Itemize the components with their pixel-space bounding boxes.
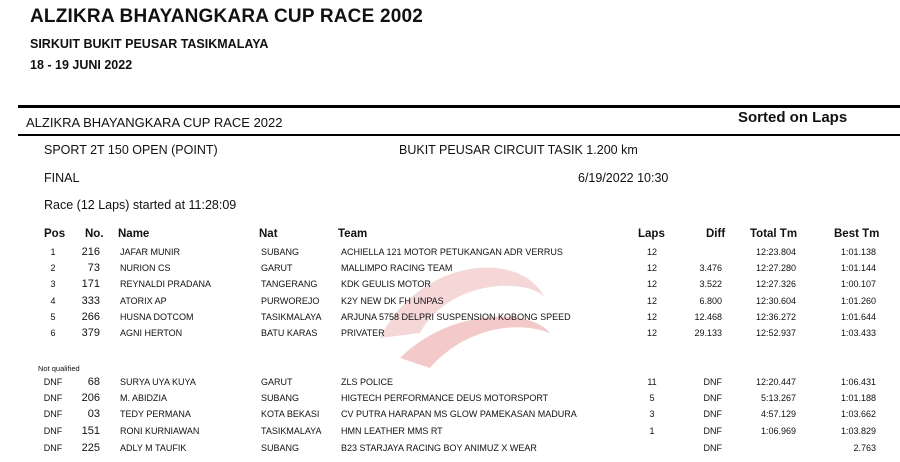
cell-best: 1:01.260 xyxy=(840,296,876,306)
cell-team: B23 STARJAYA RACING BOY ANIMUZ X WEAR xyxy=(341,443,537,453)
cell-diff: DNF xyxy=(703,393,722,403)
cell-total: 5:13.267 xyxy=(760,393,796,403)
cell-nat: SUBANG xyxy=(261,443,300,453)
table-row xyxy=(0,328,900,344)
cell-diff: 12.468 xyxy=(694,312,722,322)
cell-laps: 12 xyxy=(646,296,657,306)
cell-name: REYNALDI PRADANA xyxy=(120,279,212,289)
cell-no: 03 xyxy=(87,408,100,420)
cell-best: 1:03.662 xyxy=(840,409,876,419)
cell-team: PRIVATER xyxy=(341,328,385,338)
cell-pos: DNF xyxy=(43,393,63,403)
cell-no: 171 xyxy=(81,278,100,290)
col-header-diff: Diff xyxy=(706,228,726,240)
cell-nat: SUBANG xyxy=(261,247,300,257)
cell-no: 206 xyxy=(81,392,100,404)
cell-nat: GARUT xyxy=(261,263,293,273)
cell-name: RONI KURNIAWAN xyxy=(120,426,200,436)
circuit-subtitle: SIRKUIT BUKIT PEUSAR TASIKMALAYA xyxy=(30,37,269,51)
cell-best: 1:01.144 xyxy=(840,263,876,273)
table-row xyxy=(0,247,900,263)
cell-best: 1:01.644 xyxy=(840,312,876,322)
cell-diff: DNF xyxy=(703,409,722,419)
cell-total: 1:06.969 xyxy=(760,426,796,436)
cell-pos: 1 xyxy=(50,247,56,257)
col-header-nat: Nat xyxy=(259,228,278,240)
cell-team: ARJUNA 5758 DELPRI SUSPENSION KOBONG SPEED xyxy=(341,312,571,322)
cell-no: 333 xyxy=(81,295,100,307)
cell-diff: DNF xyxy=(703,443,722,453)
cell-pos: DNF xyxy=(43,443,63,453)
cell-nat: SUBANG xyxy=(261,393,300,403)
cell-total: 12:27.280 xyxy=(755,263,796,273)
cell-name: JAFAR MUNIR xyxy=(120,247,181,257)
cell-pos: 2 xyxy=(50,263,56,273)
cell-best: 1:00.107 xyxy=(840,279,876,289)
cell-diff: 3.522 xyxy=(699,279,722,289)
col-header-no: No. xyxy=(85,228,104,240)
circuit-info: BUKIT PEUSAR CIRCUIT TASIK 1.200 km xyxy=(399,143,638,157)
col-header-best: Best Tm xyxy=(834,228,880,240)
cell-best: 1:03.829 xyxy=(840,426,876,436)
cell-name: SURYA UYA KUYA xyxy=(120,377,196,387)
cell-total: 4:57.129 xyxy=(760,409,796,419)
table-row xyxy=(0,443,900,459)
cell-no: 379 xyxy=(81,327,100,339)
cell-laps: 12 xyxy=(646,263,657,273)
cell-name: NURION CS xyxy=(120,263,171,273)
cell-diff: 29.133 xyxy=(694,328,722,338)
cell-total: 12:52.937 xyxy=(755,328,796,338)
cell-team: CV PUTRA HARAPAN MS GLOW PAMEKASAN MADURA xyxy=(341,409,577,419)
table-row xyxy=(0,393,900,409)
cell-laps: 11 xyxy=(647,377,657,387)
cell-total: 12:20.447 xyxy=(755,377,796,387)
cell-no: 266 xyxy=(81,311,100,323)
cell-pos: 5 xyxy=(50,312,56,322)
cell-nat: KOTA BEKASI xyxy=(261,409,320,419)
cell-name: ADLY M TAUFIK xyxy=(120,443,187,453)
col-header-pos: Pos xyxy=(44,228,66,240)
cell-total: 12:27.326 xyxy=(755,279,796,289)
cell-pos: 4 xyxy=(50,296,56,306)
cell-nat: PURWOREJO xyxy=(261,296,320,306)
cell-name: TEDY PERMANA xyxy=(120,409,191,419)
table-row xyxy=(0,279,900,295)
cell-name: ATORIX AP xyxy=(120,296,167,306)
col-header-team: Team xyxy=(338,228,368,240)
cell-nat: GARUT xyxy=(261,377,293,387)
cell-pos: 6 xyxy=(50,328,56,338)
race-class: SPORT 2T 150 OPEN (POINT) xyxy=(44,143,218,157)
cell-diff: 3.476 xyxy=(699,263,722,273)
cell-no: 68 xyxy=(87,376,100,388)
cell-laps: 12 xyxy=(646,328,657,338)
table-row xyxy=(0,296,900,312)
cell-diff: 6.800 xyxy=(699,296,722,306)
cell-name: HUSNA DOTCOM xyxy=(120,312,194,322)
cell-laps: 1 xyxy=(649,426,655,436)
cell-nat: TANGERANG xyxy=(261,279,318,289)
report-title: ALZIKRA BHAYANGKARA CUP RACE 2022 xyxy=(26,115,283,130)
col-header-laps: Laps xyxy=(638,228,665,240)
sort-indicator: Sorted on Laps xyxy=(738,109,848,126)
cell-laps: 3 xyxy=(649,409,655,419)
table-row xyxy=(0,409,900,425)
cell-no: 73 xyxy=(87,262,100,274)
table-row xyxy=(0,312,900,328)
cell-best: 1:06.431 xyxy=(840,377,876,387)
cell-laps: 12 xyxy=(646,247,657,257)
cell-laps: 12 xyxy=(646,279,657,289)
cell-best: 1:03.433 xyxy=(840,328,876,338)
page-title: ALZIKRA BHAYANGKARA CUP RACE 2002 xyxy=(30,6,424,27)
cell-name: M. ABIDZIA xyxy=(120,393,168,403)
cell-team: MALLIMPO RACING TEAM xyxy=(341,263,453,273)
top-divider xyxy=(18,105,900,108)
cell-team: K2Y NEW DK FH UNPAS xyxy=(341,296,444,306)
cell-best: 2.763 xyxy=(853,443,876,453)
cell-pos: 3 xyxy=(50,279,56,289)
cell-no: 216 xyxy=(81,246,100,258)
col-header-total: Total Tm xyxy=(750,228,798,240)
table-row xyxy=(0,377,900,393)
cell-nat: TASIKMALAYA xyxy=(261,312,322,322)
cell-pos: DNF xyxy=(43,377,63,387)
cell-best: 1:01.188 xyxy=(840,393,876,403)
header-divider xyxy=(18,134,900,136)
session-datetime: 6/19/2022 10:30 xyxy=(578,171,669,185)
col-header-name: Name xyxy=(118,228,150,240)
cell-no: 225 xyxy=(81,442,100,454)
cell-total: 12:36.272 xyxy=(755,312,796,322)
not-qualified-label: Not qualified xyxy=(38,364,80,373)
session-name: FINAL xyxy=(44,171,80,185)
cell-total: 12:23.804 xyxy=(755,247,796,257)
cell-nat: BATU KARAS xyxy=(261,328,318,338)
cell-best: 1:01.138 xyxy=(840,247,876,257)
event-dates: 18 - 19 JUNI 2022 xyxy=(30,58,133,72)
race-start-info: Race (12 Laps) started at 11:28:09 xyxy=(44,198,237,212)
cell-laps: 12 xyxy=(646,312,657,322)
cell-no: 151 xyxy=(81,425,100,437)
cell-pos: DNF xyxy=(43,426,63,436)
cell-name: AGNI HERTON xyxy=(120,328,183,338)
cell-team: ACHIELLA 121 MOTOR PETUKANGAN ADR VERRUS xyxy=(341,247,563,257)
table-row xyxy=(0,426,900,442)
cell-team: HIGTECH PERFORMANCE DEUS MOTORSPORT xyxy=(341,393,549,403)
cell-total: 12:30.604 xyxy=(755,296,796,306)
cell-laps: 5 xyxy=(649,393,655,403)
cell-diff: DNF xyxy=(703,426,722,436)
table-row xyxy=(0,263,900,279)
cell-pos: DNF xyxy=(43,409,63,419)
cell-diff: DNF xyxy=(703,377,722,387)
cell-team: ZLS POLICE xyxy=(341,377,394,387)
cell-nat: TASIKMALAYA xyxy=(261,426,322,436)
cell-team: HMN LEATHER MMS RT xyxy=(341,426,443,436)
cell-team: KDK GEULIS MOTOR xyxy=(341,279,431,289)
